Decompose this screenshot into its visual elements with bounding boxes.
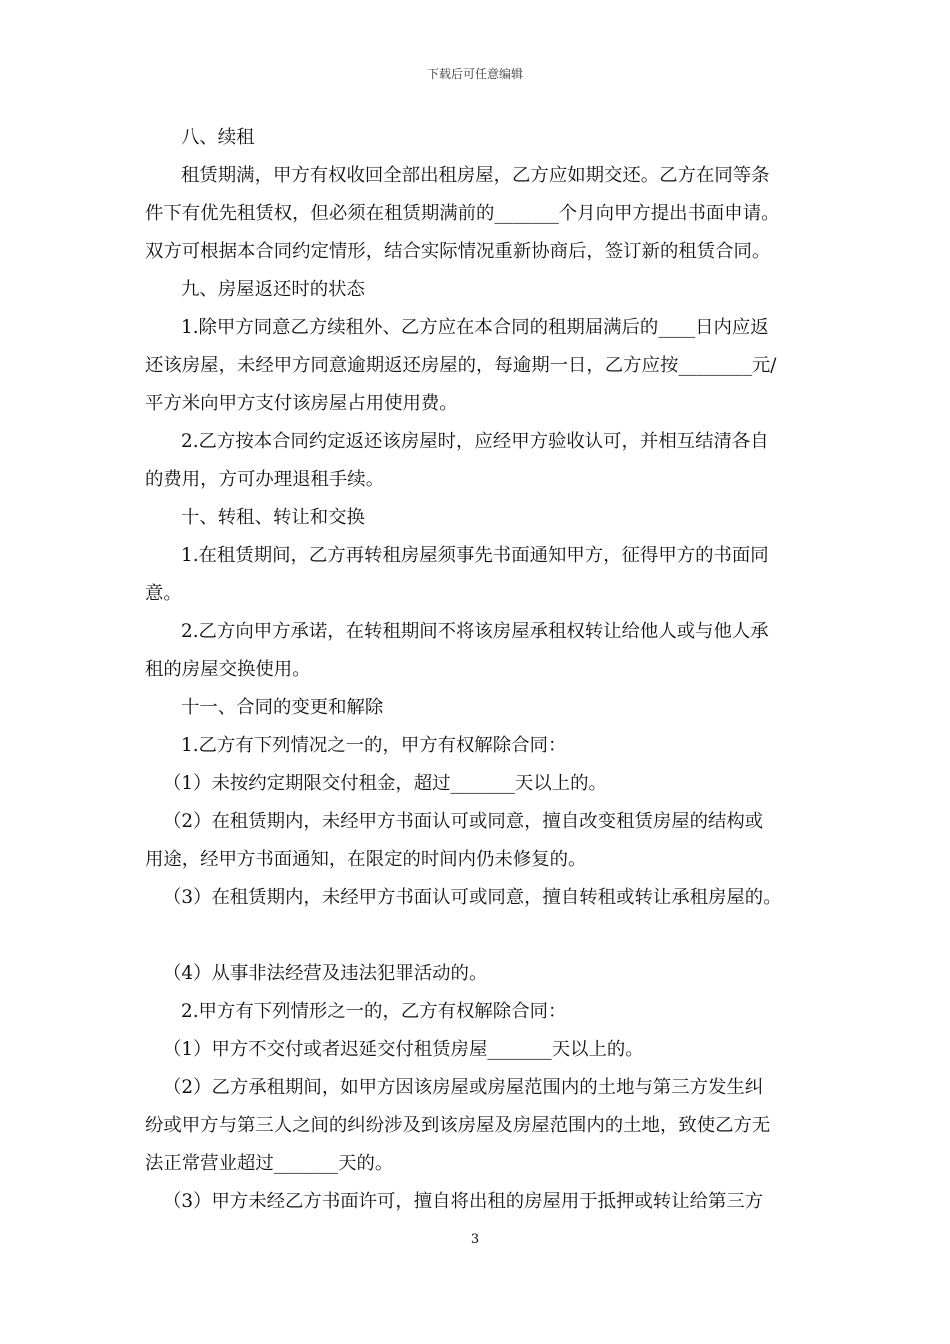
page-header: 下载后可任意编辑 [426, 67, 523, 81]
paragraph-line: 平方米向甲方支付该房屋占用使用费。 [145, 393, 458, 414]
paragraph-line: 2.乙方向甲方承诺，在转租期间不将该房屋承租权转让给他人或与他人承 [181, 621, 769, 642]
paragraph-line: 租的房屋交换使用。 [145, 659, 311, 680]
paragraph-line: （2）乙方承租期间，如甲方因该房屋或房屋范围内的土地与第三方发生纠 [163, 1077, 764, 1098]
paragraph-line: 还该房屋，未经甲方同意逾期返还房屋的，每逾期一日，乙方应按________元/ [145, 355, 777, 376]
paragraph-line: 的费用，方可办理退租手续。 [145, 469, 385, 490]
paragraph-line: 十、转租、转让和交换 [181, 507, 365, 528]
blank-line [145, 917, 817, 955]
paragraph-line: 十一、合同的变更和解除 [181, 697, 384, 718]
paragraph-line: 意。 [145, 583, 182, 604]
paragraph-line: （1）甲方不交付或者迟延交付租赁房屋_______天以上的。 [163, 1039, 644, 1060]
paragraph-line: （2）在租赁期内，未经甲方书面认可或同意，擅自改变租赁房屋的结构或 [163, 811, 764, 832]
paragraph-line: （4）从事非法经营及违法犯罪活动的。 [163, 963, 488, 984]
paragraph-line: 用途，经甲方书面通知，在限定的时间内仍未修复的。 [145, 849, 587, 870]
paragraph-line: 1.在租赁期间，乙方再转租房屋须事先书面通知甲方，征得甲方的书面同 [181, 545, 769, 566]
paragraph-line: 租赁期满，甲方有权收回全部出租房屋，乙方应如期交还。乙方在同等条 [181, 165, 770, 186]
paragraph-line: 1.乙方有下列情况之一的，甲方有权解除合同： [181, 735, 567, 756]
paragraph-line: 纷或甲方与第三人之间的纠纷涉及到该房屋及房屋范围内的土地，致使乙方无 [145, 1115, 771, 1136]
paragraph-line: 法正常营业超过_______天的。 [145, 1153, 394, 1174]
paragraph-line: 八、续租 [181, 127, 255, 148]
paragraph-line: 2.甲方有下列情形之一的，乙方有权解除合同： [181, 1001, 567, 1022]
paragraph-line: （3）甲方未经乙方书面许可，擅自将出租的房屋用于抵押或转让给第三方 [163, 1191, 764, 1212]
paragraph-line: 2.乙方按本合同约定返还该房屋时，应经甲方验收认可，并相互结清各自 [181, 431, 769, 452]
paragraph-line: 1.除甲方同意乙方续租外、乙方应在本合同的租期届满后的____日内应返 [181, 317, 769, 338]
paragraph-line: 双方可根据本合同约定情形，结合实际情况重新协商后，签订新的租赁合同。 [145, 241, 771, 262]
document-body [145, 119, 817, 1221]
paragraph-line: （1）未按约定期限交付租金，超过_______天以上的。 [163, 773, 607, 794]
paragraph-line: 件下有优先租赁权，但必须在租赁期满前的_______个月向甲方提出书面申请。 [145, 203, 780, 224]
paragraph-line: 九、房屋返还时的状态 [181, 279, 365, 300]
page-number: 3 [470, 1232, 480, 1247]
paragraph-line: （3）在租赁期内，未经甲方书面认可或同意，擅自转租或转让承租房屋的。 [163, 887, 782, 908]
